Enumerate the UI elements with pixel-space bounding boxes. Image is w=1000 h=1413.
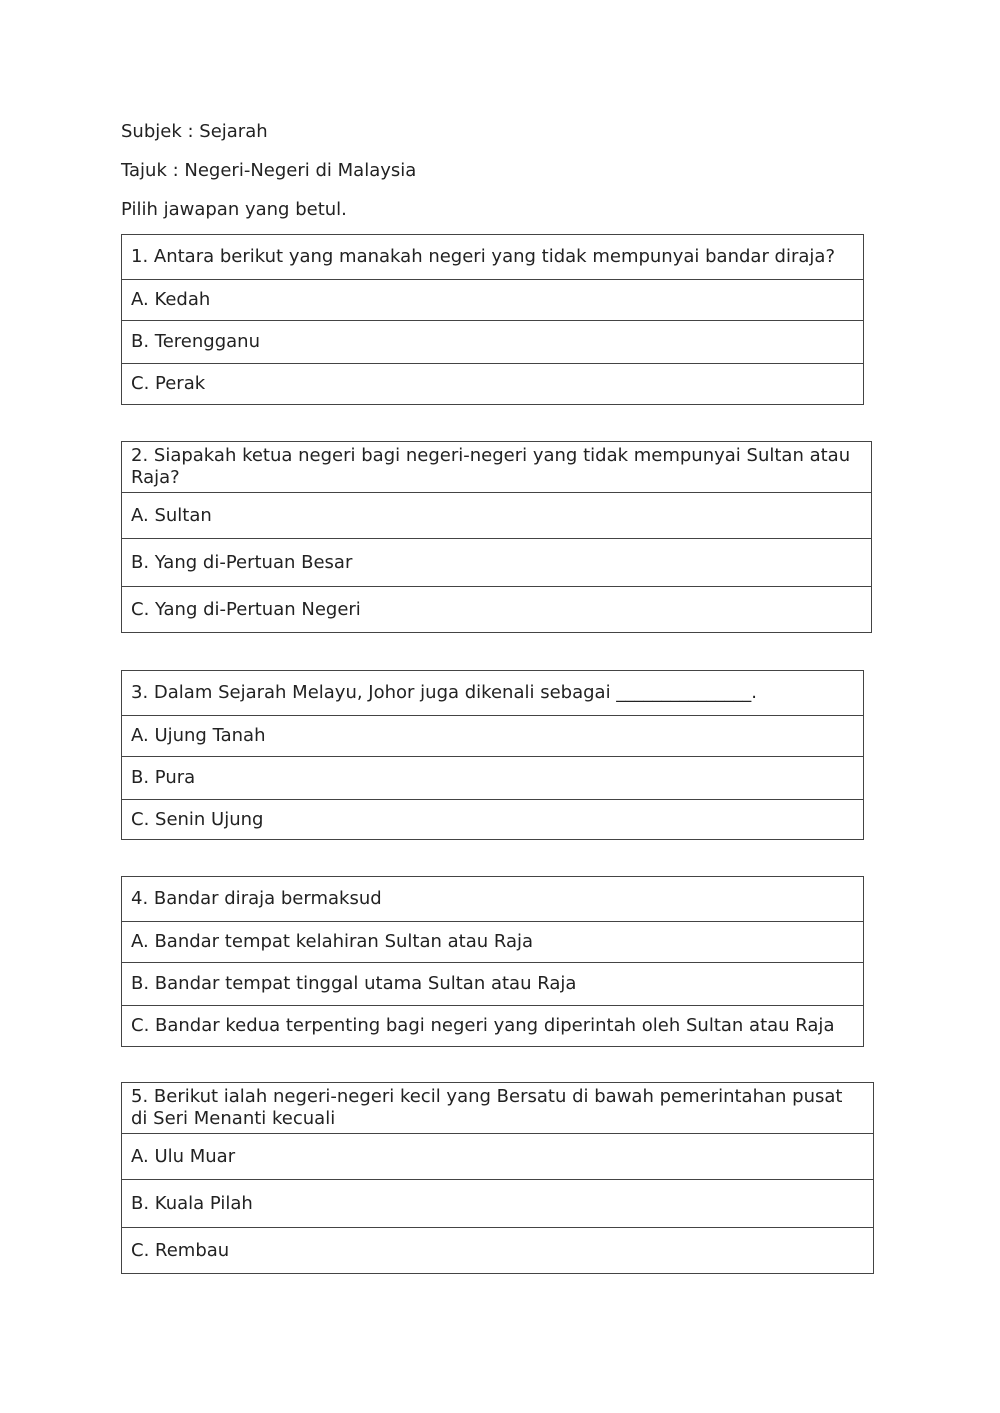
question-4-text: 4. Bandar diraja bermaksud: [131, 888, 382, 909]
question-2-text: 2. Siapakah ketua negeri bagi negeri-negeri yang tidak mempunyai Sultan atau Raja?: [131, 445, 851, 488]
subject-line: Subjek : Sejarah: [121, 121, 268, 142]
question-3-table: [121, 670, 864, 840]
question-5-option-c[interactable]: C. Rembau: [122, 1227, 873, 1273]
question-2-table: [121, 441, 872, 633]
topic-line: Tajuk : Negeri-Negeri di Malaysia: [121, 160, 417, 181]
question-2-option-c[interactable]: C. Yang di-Pertuan Negeri: [122, 586, 871, 632]
question-4-option-a[interactable]: A. Bandar tempat kelahiran Sultan atau Raja: [122, 921, 863, 962]
question-1-option-b[interactable]: B. Terengganu: [122, 320, 863, 363]
question-1-text: 1. Antara berikut yang manakah negeri yang tidak mempunyai bandar diraja?: [131, 246, 836, 267]
question-2-option-b[interactable]: B. Yang di-Pertuan Besar: [122, 538, 871, 586]
instruction-line: Pilih jawapan yang betul.: [121, 199, 347, 220]
question-3-option-a[interactable]: A. Ujung Tanah: [122, 715, 863, 756]
question-1-option-a[interactable]: A. Kedah: [122, 279, 863, 320]
question-1-option-c[interactable]: C. Perak: [122, 363, 863, 404]
question-2-option-a[interactable]: A. Sultan: [122, 492, 871, 538]
question-3-option-b[interactable]: B. Pura: [122, 756, 863, 799]
question-4-option-c[interactable]: C. Bandar kedua terpenting bagi negeri yang diperintah oleh Sultan atau Raja: [122, 1005, 863, 1046]
question-1-table: [121, 234, 864, 405]
question-3-option-c[interactable]: C. Senin Ujung: [122, 799, 863, 839]
question-3-text: 3. Dalam Sejarah Melayu, Johor juga dikenali sebagai _______________.: [131, 682, 758, 703]
question-5-option-a[interactable]: A. Ulu Muar: [122, 1133, 873, 1179]
question-5-text: 5. Berikut ialah negeri-negeri kecil yang Bersatu di bawah pemerintahan pusat di Seri Menanti kecuali: [131, 1086, 843, 1129]
question-5-option-b[interactable]: B. Kuala Pilah: [122, 1179, 873, 1227]
question-4-option-b[interactable]: B. Bandar tempat tinggal utama Sultan atau Raja: [122, 962, 863, 1005]
question-4-table: [121, 876, 864, 1047]
question-5-table: [121, 1082, 874, 1274]
